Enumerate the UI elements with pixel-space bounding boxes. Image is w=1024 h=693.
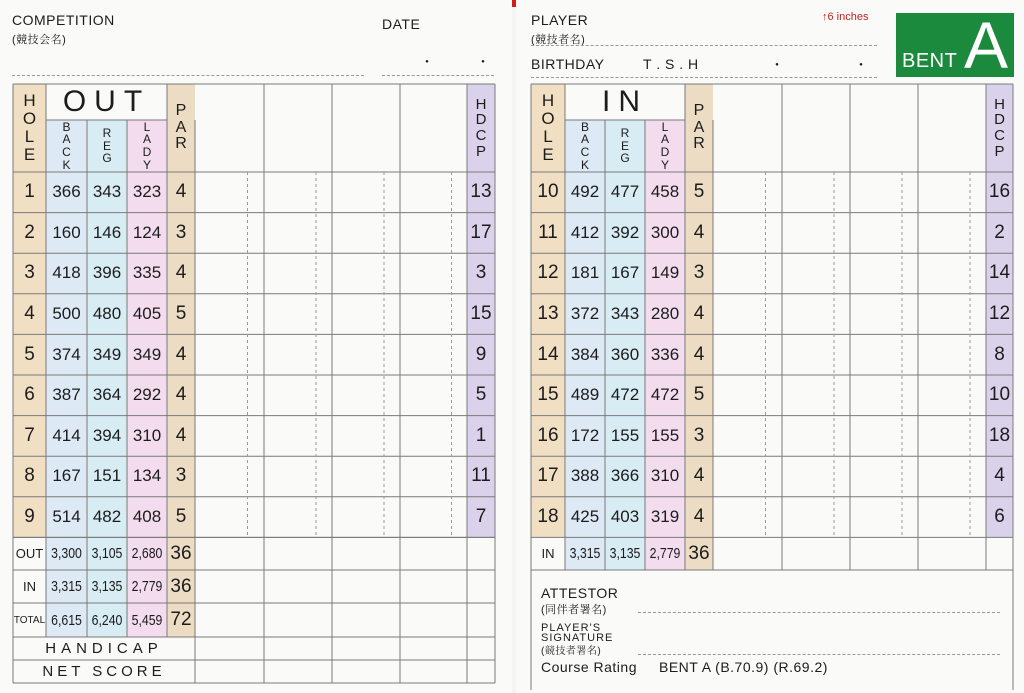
out-back-yards: 374 [52, 344, 81, 364]
in-back-yards: 388 [570, 466, 600, 486]
in-lady-yards: 319 [650, 507, 680, 527]
out-score-cell[interactable] [332, 334, 400, 375]
in-score-cell[interactable] [713, 172, 782, 213]
in-hole-number: 11 [538, 221, 558, 243]
out-reg-yards: 146 [92, 222, 122, 242]
in-back-yards: 489 [570, 385, 600, 405]
in-reg-yards: 472 [610, 385, 640, 405]
out-hole-number: 1 [24, 181, 35, 203]
in-lady-yards: 310 [650, 466, 680, 486]
out-reg-yards: 349 [92, 344, 122, 364]
out-back-yards: 387 [52, 385, 81, 405]
in-lady-yards: 336 [650, 344, 680, 364]
in-hole-number: 12 [537, 262, 559, 284]
in-reg-yards: 477 [610, 182, 640, 202]
in-score-cell[interactable] [850, 456, 918, 497]
out-lady-yards: 349 [132, 344, 162, 364]
out-hole-number: 6 [24, 384, 35, 406]
out-par-value: 4 [175, 343, 187, 365]
birthday-dots: ・ ・ [770, 57, 868, 73]
out-score-cell[interactable] [332, 416, 400, 457]
out-score-cell[interactable] [400, 416, 467, 457]
in-score-cell[interactable] [918, 253, 986, 294]
in-par-value: 4 [693, 465, 705, 487]
out-total-lady: 5,459 [131, 611, 163, 629]
in-back-yards: 181 [570, 263, 600, 283]
out-hole-number: 5 [24, 343, 35, 365]
in-hdcp-value: 18 [988, 424, 1011, 446]
in-lady-yards: 149 [650, 263, 680, 283]
in-score-cell[interactable] [782, 294, 850, 335]
in-score-cell[interactable] [850, 334, 918, 375]
in-total-reg: 3,135 [609, 545, 641, 563]
in-hdcp-value: 6 [994, 506, 1005, 528]
in-hole-number: 10 [537, 181, 559, 203]
out-score-cell[interactable] [264, 416, 332, 457]
in-hdcp-value: 10 [988, 384, 1011, 406]
in-score-cell[interactable] [782, 253, 850, 294]
out-hdcp-value: 13 [470, 181, 492, 203]
out-hdcp-value: 17 [470, 221, 492, 243]
out-hdcp-value: 11 [471, 465, 491, 487]
in-total-lady: 2,779 [649, 545, 681, 563]
in-lady-yards: 280 [650, 304, 680, 324]
out-score-cell[interactable] [264, 334, 332, 375]
in-hole-number: 13 [537, 303, 559, 325]
in-score-cell[interactable] [850, 253, 918, 294]
out-score-cell[interactable] [400, 334, 467, 375]
out-score-cell[interactable] [195, 253, 264, 294]
out-reg-header: R E G [102, 126, 112, 166]
attestor-field[interactable] [638, 612, 1000, 613]
out-total-par: 72 [170, 609, 192, 630]
in-hdcp-value: 14 [988, 262, 1011, 284]
in-score-cell[interactable] [850, 497, 918, 538]
out-score-cell[interactable] [195, 416, 264, 457]
in-hdcp-value: 4 [994, 465, 1005, 487]
out-score-cell[interactable] [195, 213, 264, 254]
in-section-title: IN [602, 85, 648, 118]
out-reg-yards: 396 [92, 263, 122, 283]
out-reg-yards: 482 [92, 507, 122, 527]
in-score-cell[interactable] [782, 172, 850, 213]
out-reg-yards: 480 [92, 304, 122, 324]
out-total-label: TOTAL [13, 614, 46, 626]
in-par-value: 5 [693, 181, 705, 203]
in-score-cell[interactable] [918, 456, 986, 497]
out-hdcp-value: 15 [470, 303, 492, 325]
in-score-cell[interactable] [850, 172, 918, 213]
out-lady-yards: 405 [132, 304, 162, 324]
out-par-value: 4 [175, 262, 187, 284]
in-score-cell[interactable] [850, 416, 918, 457]
in-score-cell[interactable] [713, 497, 782, 538]
in-back-yards: 172 [570, 425, 600, 445]
out-par-value: 3 [175, 465, 187, 487]
birthday-label: BIRTHDAY [531, 56, 605, 72]
out-hole-number: 4 [24, 303, 35, 325]
out-score-cell[interactable] [400, 375, 467, 416]
in-hdcp-value: 8 [994, 343, 1005, 365]
player-label: PLAYER [531, 12, 589, 28]
in-hole-number: 16 [537, 424, 559, 446]
out-total-reg: 6,240 [91, 611, 123, 629]
in-lady-yards: 472 [650, 385, 680, 405]
net-score-label: NET SCORE [42, 663, 166, 680]
out-par-value: 4 [175, 424, 187, 446]
out-lady-header: L A D Y [142, 119, 152, 172]
in-score-cell[interactable] [782, 375, 850, 416]
out-total-par: 36 [170, 575, 192, 597]
attestor-sub: (同伴者署名) [541, 604, 607, 616]
out-score-cell[interactable] [332, 294, 400, 335]
out-hole-number: 9 [24, 506, 35, 528]
out-back-yards: 414 [52, 425, 81, 445]
in-total-back: 3,315 [569, 545, 601, 563]
out-score-cell[interactable] [264, 497, 332, 538]
out-total-reg: 3,105 [91, 545, 123, 563]
out-total-label: IN [23, 579, 36, 594]
in-total-label: IN [541, 546, 555, 562]
in-score-cell[interactable] [918, 294, 986, 335]
out-par-value: 4 [175, 181, 187, 203]
out-hole-number: 2 [24, 221, 35, 243]
out-score-cell[interactable] [400, 172, 467, 213]
in-score-cell[interactable] [782, 416, 850, 457]
in-score-cell[interactable] [850, 294, 918, 335]
out-hdcp-value: 1 [475, 424, 487, 446]
out-total-back: 6,615 [51, 611, 82, 629]
out-score-cell[interactable] [195, 456, 264, 497]
out-lady-yards: 124 [132, 222, 162, 242]
out-hdcp-header: H D C P [475, 95, 487, 160]
out-score-cell[interactable] [264, 253, 332, 294]
in-back-yards: 412 [570, 222, 600, 242]
in-lady-header: L A D Y [660, 119, 670, 172]
tee-badge-letter: A [963, 8, 1008, 82]
signature-label-2: SIGNATURE [541, 632, 614, 644]
out-hdcp-value: 9 [475, 343, 487, 365]
in-par-value: 3 [693, 424, 705, 446]
out-total-reg: 3,135 [91, 578, 123, 595]
out-back-yards: 418 [52, 263, 81, 283]
in-hdcp-value: 2 [994, 221, 1005, 243]
in-score-cell[interactable] [918, 334, 986, 375]
out-hdcp-value: 7 [475, 506, 487, 528]
in-reg-yards: 366 [610, 466, 640, 486]
out-total-back: 3,315 [51, 578, 82, 595]
in-reg-yards: 392 [610, 222, 640, 242]
in-par-value: 5 [693, 384, 705, 406]
out-lady-yards: 310 [132, 425, 162, 445]
attestor-label: ATTESTOR [541, 585, 619, 601]
out-back-yards: 514 [52, 507, 81, 527]
signature-sub: (競技者署名) [541, 646, 602, 657]
in-score-cell[interactable] [918, 416, 986, 457]
out-reg-yards: 364 [92, 385, 122, 405]
in-score-cell[interactable] [713, 213, 782, 254]
rating-value: BENT A (B.70.9) (R.69.2) [659, 659, 828, 675]
out-score-cell[interactable] [264, 172, 332, 213]
in-par-value: 3 [693, 262, 705, 284]
in-hdcp-value: 12 [988, 303, 1011, 325]
in-score-cell[interactable] [782, 456, 850, 497]
out-score-cell[interactable] [264, 294, 332, 335]
out-back-yards: 366 [52, 182, 81, 202]
out-par-value: 5 [175, 506, 187, 528]
in-lady-yards: 155 [650, 425, 680, 445]
out-score-cell[interactable] [264, 213, 332, 254]
in-lady-yards: 300 [650, 222, 680, 242]
in-reg-header: R E G [620, 126, 630, 166]
in-reg-yards: 360 [610, 344, 640, 364]
out-score-cell[interactable] [400, 253, 467, 294]
in-hdcp-header: H D C P [994, 95, 1005, 160]
out-par-value: 3 [175, 221, 187, 243]
out-hdcp-value: 5 [475, 384, 487, 406]
out-score-cell[interactable] [264, 375, 332, 416]
out-score-cell[interactable] [195, 172, 264, 213]
out-back-yards: 500 [52, 304, 81, 324]
in-hole-header: H O L E [541, 91, 555, 164]
in-total-par: 36 [688, 542, 710, 564]
birthday-era: T . S . H [643, 56, 699, 72]
in-score-cell[interactable] [713, 253, 782, 294]
in-par-value: 4 [693, 303, 705, 325]
in-par-value: 4 [693, 343, 705, 365]
competition-sub: (競技会名) [12, 34, 67, 46]
tee-badge-label: BENT [902, 50, 958, 72]
in-par-header: P A R [693, 101, 705, 153]
out-score-cell[interactable] [400, 213, 467, 254]
in-reg-yards: 167 [610, 263, 640, 283]
out-reg-yards: 151 [92, 466, 122, 486]
out-total-label: OUT [15, 546, 44, 562]
player-sub: (競技者名) [531, 34, 586, 46]
in-hole-number: 15 [537, 384, 559, 406]
out-score-cell[interactable] [332, 253, 400, 294]
in-score-cell[interactable] [713, 334, 782, 375]
out-reg-yards: 343 [92, 182, 122, 202]
in-score-cell[interactable] [782, 213, 850, 254]
in-score-cell[interactable] [918, 213, 986, 254]
in-hole-number: 18 [537, 506, 559, 528]
out-back-yards: 167 [52, 466, 81, 486]
handicap-label: HANDICAP [45, 640, 163, 657]
in-back-header: B A C K [580, 119, 590, 172]
out-lady-yards: 134 [132, 466, 162, 486]
in-score-cell[interactable] [713, 294, 782, 335]
out-score-cell[interactable] [400, 497, 467, 538]
in-score-cell[interactable] [850, 213, 918, 254]
in-reg-yards: 155 [610, 425, 640, 445]
out-hole-number: 7 [24, 424, 35, 446]
out-hole-header: H O L E [22, 91, 37, 164]
out-score-cell[interactable] [264, 456, 332, 497]
in-score-cell[interactable] [850, 375, 918, 416]
in-par-value: 4 [693, 221, 705, 243]
out-lady-yards: 323 [132, 182, 162, 202]
in-score-cell[interactable] [918, 375, 986, 416]
in-score-cell[interactable] [918, 172, 986, 213]
signature-field[interactable] [638, 654, 1000, 655]
out-score-cell[interactable] [400, 456, 467, 497]
in-hole-number: 17 [537, 465, 559, 487]
out-score-cell[interactable] [195, 375, 264, 416]
in-score-cell[interactable] [713, 416, 782, 457]
in-score-cell[interactable] [713, 456, 782, 497]
in-par-value: 4 [693, 506, 705, 528]
out-total-lady: 2,680 [131, 545, 163, 563]
in-score-cell[interactable] [782, 334, 850, 375]
out-score-cell[interactable] [195, 294, 264, 335]
date-dots: ・ ・ [420, 54, 490, 70]
out-hole-number: 3 [24, 262, 35, 284]
in-score-cell[interactable] [713, 375, 782, 416]
out-section-title: OUT [62, 85, 151, 118]
out-score-cell[interactable] [195, 497, 264, 538]
out-score-cell[interactable] [195, 334, 264, 375]
out-lady-yards: 335 [132, 263, 162, 283]
out-hdcp-value: 3 [475, 262, 487, 284]
out-score-cell[interactable] [332, 456, 400, 497]
out-score-cell[interactable] [332, 172, 400, 213]
in-back-yards: 425 [570, 507, 600, 527]
competition-label: COMPETITION [12, 12, 115, 28]
out-score-cell[interactable] [332, 213, 400, 254]
tee-note: ↑6 inches [822, 11, 869, 23]
out-par-value: 4 [175, 384, 187, 406]
in-score-cell[interactable] [782, 497, 850, 538]
out-back-header: B A C K [62, 119, 71, 172]
out-par-header: P A R [175, 101, 187, 153]
out-par-value: 5 [175, 303, 187, 325]
out-score-cell[interactable] [332, 497, 400, 538]
out-total-back: 3,300 [51, 545, 82, 563]
out-lady-yards: 408 [132, 507, 162, 527]
out-total-par: 36 [170, 542, 192, 564]
out-lady-yards: 292 [132, 385, 162, 405]
out-score-cell[interactable] [400, 294, 467, 335]
out-reg-yards: 394 [92, 425, 122, 445]
in-back-yards: 492 [570, 182, 600, 202]
in-hdcp-value: 16 [988, 181, 1011, 203]
out-total-lady: 2,779 [131, 578, 163, 595]
in-hole-number: 14 [537, 343, 559, 365]
out-back-yards: 160 [52, 222, 81, 242]
date-label: DATE [382, 16, 421, 32]
in-reg-yards: 403 [610, 507, 640, 527]
in-score-cell[interactable] [918, 497, 986, 538]
in-back-yards: 384 [570, 344, 600, 364]
in-reg-yards: 343 [610, 304, 640, 324]
out-score-cell[interactable] [332, 375, 400, 416]
rating-label: Course Rating [541, 659, 637, 675]
signature-label-1: PLAYER'S [541, 622, 602, 634]
in-lady-yards: 458 [650, 182, 680, 202]
out-hole-number: 8 [24, 465, 35, 487]
in-back-yards: 372 [570, 304, 600, 324]
